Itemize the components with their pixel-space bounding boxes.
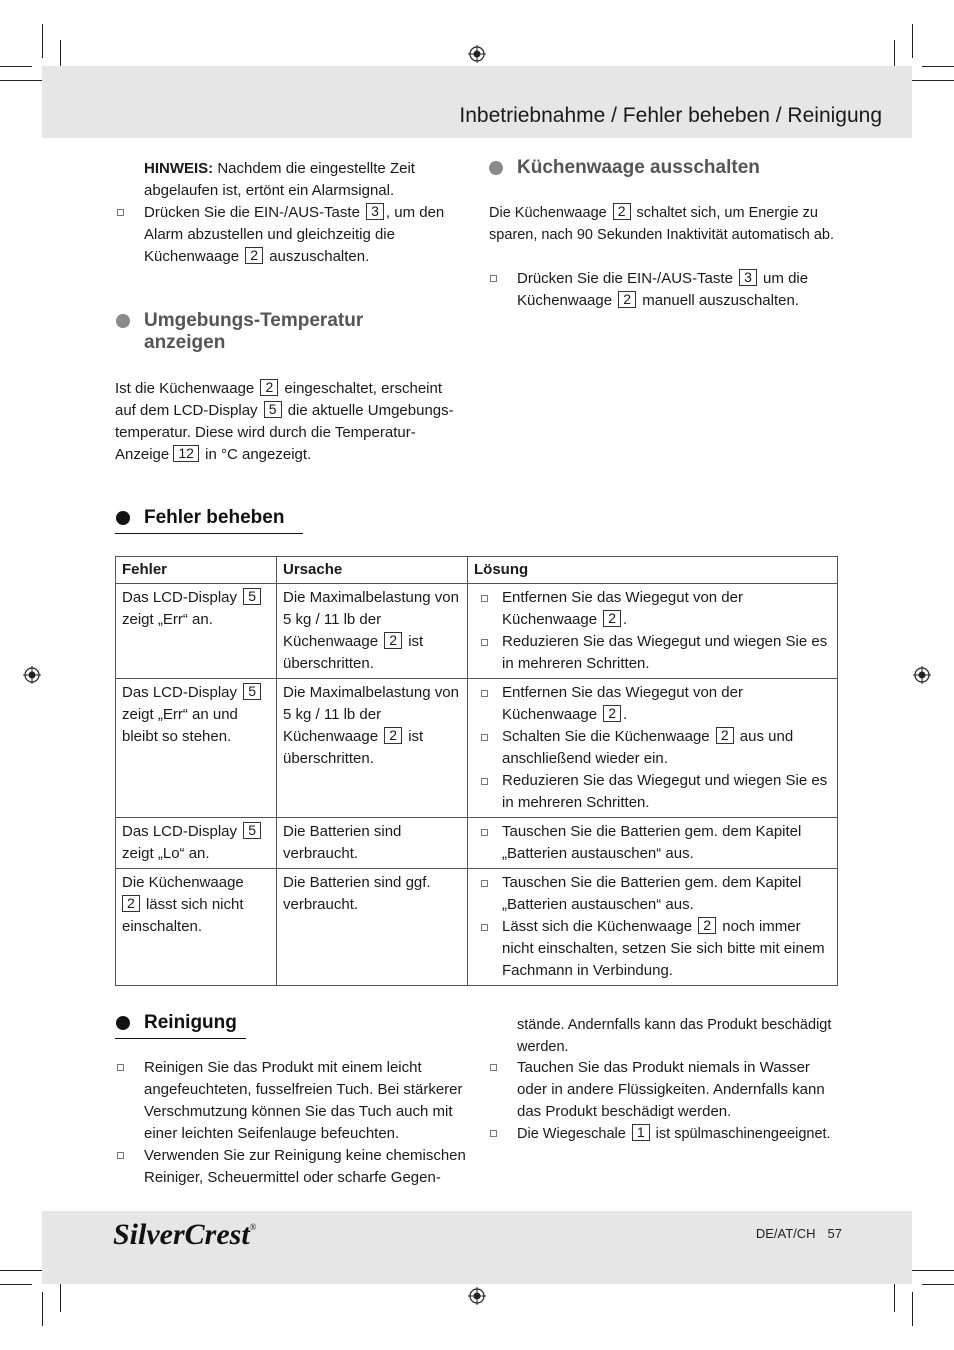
- text: Drücken Sie die EIN-/AUS-Taste: [144, 204, 360, 221]
- list-item: [474, 631, 831, 675]
- switch-off-instruction: [517, 268, 839, 312]
- loesung-cell: [468, 818, 838, 869]
- table-row: [116, 584, 838, 679]
- crop-mark: [42, 24, 43, 58]
- ursache-cell: [277, 584, 468, 679]
- list-item: [474, 587, 831, 631]
- crop-mark: [42, 1292, 43, 1326]
- brand-logo: [113, 1218, 257, 1252]
- registration-mark-icon: [468, 1287, 486, 1305]
- text: ist überschritten.: [283, 633, 424, 672]
- title-underline: [115, 533, 303, 534]
- crop-mark: [0, 1270, 46, 1271]
- registration-mark-icon: [468, 45, 486, 63]
- fehler-cell: [116, 869, 277, 986]
- text: Die Maximalbelastung von 5 kg / 11 lb der Küchenwaage: [283, 589, 459, 650]
- table-header-row: [116, 557, 838, 584]
- text: Das LCD-Display: [122, 823, 238, 840]
- text: Die Maximalbelastung von 5 kg / 11 lb der Küchenwaage: [283, 684, 459, 745]
- text: , um den Alarm abzustellen und gleichzeitig die Küchenwaage: [144, 204, 445, 265]
- column-header: Ursache: [277, 557, 468, 584]
- ref-number: 2: [260, 379, 278, 396]
- loesung-cell: [468, 584, 838, 679]
- page-title: Inbetriebnahme / Fehler beheben / Reinigung: [459, 104, 882, 127]
- ref-number: 3: [739, 269, 757, 286]
- text: ist spülmaschinengeeignet.: [651, 1126, 831, 1142]
- section-dot-icon: [116, 511, 130, 525]
- loesung-cell: [468, 869, 838, 986]
- list-bullet-icon: [481, 734, 488, 741]
- cleaning-item: [517, 1123, 841, 1145]
- table-row: [116, 818, 838, 869]
- ref-number: 2: [122, 895, 140, 912]
- list-item: [474, 916, 831, 982]
- text: Lässt sich die Küchenwaage: [502, 918, 693, 935]
- ref-number: 2: [698, 917, 716, 934]
- switch-off-paragraph: [489, 202, 841, 246]
- text: Entfernen Sie das Wiegegut von der Küchenwaage: [502, 589, 743, 628]
- text: schaltet sich, um Energie zu sparen, nach 90 Sekunden Inaktivität automatisch ab.: [489, 205, 834, 243]
- list-bullet-icon: [117, 1064, 124, 1071]
- fehler-cell: [116, 584, 277, 679]
- column-header: Lösung: [468, 557, 838, 584]
- text: zeigt „Err“ an.: [122, 611, 213, 628]
- cleaning-item: Reinigen Sie das Produkt mit einem leicht angefeuchteten, fusselfreien Tuch. Bei stärkerer Verschmutzung können Sie das Tuch auch mit einer leichten Seifenlauge befeuchten.: [144, 1059, 463, 1142]
- text: .: [623, 706, 628, 723]
- text: Das LCD-Display: [122, 589, 238, 606]
- ref-number: 2: [384, 727, 402, 744]
- ref-number: 2: [384, 632, 402, 649]
- table-row: [116, 869, 838, 986]
- text: Drücken Sie die EIN-/AUS-Taste: [517, 270, 733, 287]
- list-bullet-icon: [490, 1064, 497, 1071]
- text: in °C angezeigt.: [200, 446, 312, 463]
- crop-mark: [912, 1292, 913, 1326]
- section-title-cleaning: Reinigung: [144, 1012, 237, 1033]
- text: Die Wiegeschale: [517, 1126, 626, 1142]
- text: ist überschritten.: [283, 728, 424, 767]
- section-dot-icon: [489, 161, 503, 175]
- crop-mark: [0, 66, 32, 67]
- text: Die Küchenwaage: [122, 874, 244, 891]
- cleaning-item-continued: stände. Andernfalls kann das Produkt beschädigt werden.: [517, 1017, 832, 1055]
- list-bullet-icon: [490, 275, 497, 282]
- list-bullet-icon: [481, 639, 488, 646]
- registered-mark: ®: [249, 1222, 257, 1232]
- page-number: 57: [827, 1226, 842, 1241]
- section-title-temperature: [144, 310, 363, 354]
- ursache-cell: Die Batterien sind verbraucht.: [277, 818, 468, 869]
- ref-number: 2: [245, 247, 263, 264]
- section-title-troubleshooting: Fehler beheben: [144, 507, 285, 528]
- crop-mark: [908, 80, 954, 81]
- list-item: [474, 726, 831, 770]
- crop-mark: [908, 1270, 954, 1271]
- crop-mark: [912, 24, 913, 58]
- logo-text: SilverCrest: [113, 1218, 250, 1251]
- text: aus und anschließend wieder ein.: [502, 728, 794, 767]
- text: Die Küchenwaage: [489, 205, 607, 221]
- text: lässt sich nicht einschalten.: [122, 896, 244, 935]
- text: .: [623, 611, 628, 628]
- list-item: [474, 821, 831, 865]
- text: eingeschaltet, erscheint auf dem LCD-Display: [115, 380, 442, 419]
- ref-number: 5: [243, 588, 261, 605]
- ursache-cell: Die Batterien sind ggf. verbraucht.: [277, 869, 468, 986]
- list-bullet-icon: [481, 924, 488, 931]
- footer-meta: [744, 1226, 842, 1241]
- ref-number: 5: [264, 401, 282, 418]
- ref-number: 2: [603, 610, 621, 627]
- registration-mark-icon: [23, 666, 41, 684]
- text: Entfernen Sie das Wiegegut von der Küchenwaage: [502, 684, 743, 723]
- ref-number: 5: [243, 683, 261, 700]
- troubleshooting-table: [115, 556, 838, 986]
- text: manuell auszuschalten.: [638, 292, 799, 309]
- ursache-cell: [277, 679, 468, 818]
- ref-number: 3: [366, 203, 384, 220]
- title-line: anzeigen: [144, 332, 226, 353]
- hinweis-text: Nachdem die eingestellte Zeit abgelaufen ist, ertönt ein Alarmsignal.: [144, 160, 415, 199]
- list-bullet-icon: [490, 1130, 497, 1137]
- alarm-instruction: [144, 202, 464, 268]
- text: Das LCD-Display: [122, 684, 238, 701]
- text: Tauschen Sie die Batterien gem. dem Kapitel „Batterien austauschen“ aus.: [502, 874, 802, 913]
- text: die aktuelle Umgebungs-temperatur. Diese wird durch die Temperatur-Anzeige: [115, 402, 454, 463]
- text: noch immer nicht einschalten, setzen Sie sich bitte mit einem Fachmann in Verbindung.: [502, 918, 825, 979]
- fehler-cell: [116, 818, 277, 869]
- hinweis-note: [144, 158, 464, 202]
- region-label: DE/AT/CH: [755, 1226, 816, 1241]
- text: auszuschalten.: [265, 248, 370, 265]
- text: um die Küchenwaage: [517, 270, 809, 309]
- text: Tauschen Sie die Batterien gem. dem Kapitel „Batterien austauschen“ aus.: [502, 823, 802, 862]
- section-title-switch-off: Küchenwaage ausschalten: [517, 157, 760, 178]
- crop-mark: [0, 80, 46, 81]
- cleaning-item: Tauchen Sie das Produkt niemals in Wasser oder in andere Flüssigkeiten. Andernfalls kann das Produkt beschädigt werden.: [517, 1059, 825, 1120]
- list-item: [474, 682, 831, 726]
- loesung-cell: [468, 679, 838, 818]
- temperature-paragraph: [115, 378, 467, 466]
- list-bullet-icon: [481, 778, 488, 785]
- crop-mark: [922, 66, 954, 67]
- fehler-cell: [116, 679, 277, 818]
- list-bullet-icon: [481, 829, 488, 836]
- ref-number: 2: [716, 727, 734, 744]
- ref-number: 1: [632, 1124, 650, 1141]
- list-bullet-icon: [117, 209, 124, 216]
- crop-mark: [922, 1284, 954, 1285]
- section-dot-icon: [116, 1016, 130, 1030]
- ref-number: 2: [613, 203, 631, 220]
- list-item: [474, 770, 831, 814]
- ref-number: 5: [243, 822, 261, 839]
- registration-mark-icon: [913, 666, 931, 684]
- list-bullet-icon: [481, 595, 488, 602]
- text: Schalten Sie die Küchenwaage: [502, 728, 710, 745]
- ref-number: 12: [173, 445, 199, 462]
- hinweis-label: HINWEIS:: [144, 160, 214, 177]
- text: Reduzieren Sie das Wiegegut und wiegen Sie es in mehreren Schritten.: [502, 633, 828, 672]
- text: Reduzieren Sie das Wiegegut und wiegen Sie es in mehreren Schritten.: [502, 772, 828, 811]
- ref-number: 2: [618, 291, 636, 308]
- crop-mark: [0, 1284, 32, 1285]
- list-bullet-icon: [481, 880, 488, 887]
- list-bullet-icon: [481, 690, 488, 697]
- text: Ist die Küchenwaage: [115, 380, 255, 397]
- title-underline: [115, 1038, 246, 1039]
- section-dot-icon: [116, 314, 130, 328]
- list-item: [474, 872, 831, 916]
- title-line: Umgebungs-Temperatur: [144, 310, 364, 331]
- cleaning-item: Verwenden Sie zur Reinigung keine chemischen Reiniger, Scheuermittel oder scharfe Gegen-: [144, 1147, 466, 1186]
- column-header: Fehler: [116, 557, 277, 584]
- text: zeigt „Lo“ an.: [122, 845, 210, 862]
- table-row: [116, 679, 838, 818]
- list-bullet-icon: [117, 1152, 124, 1159]
- ref-number: 2: [603, 705, 621, 722]
- text: zeigt „Err“ an und bleibt so stehen.: [122, 706, 238, 745]
